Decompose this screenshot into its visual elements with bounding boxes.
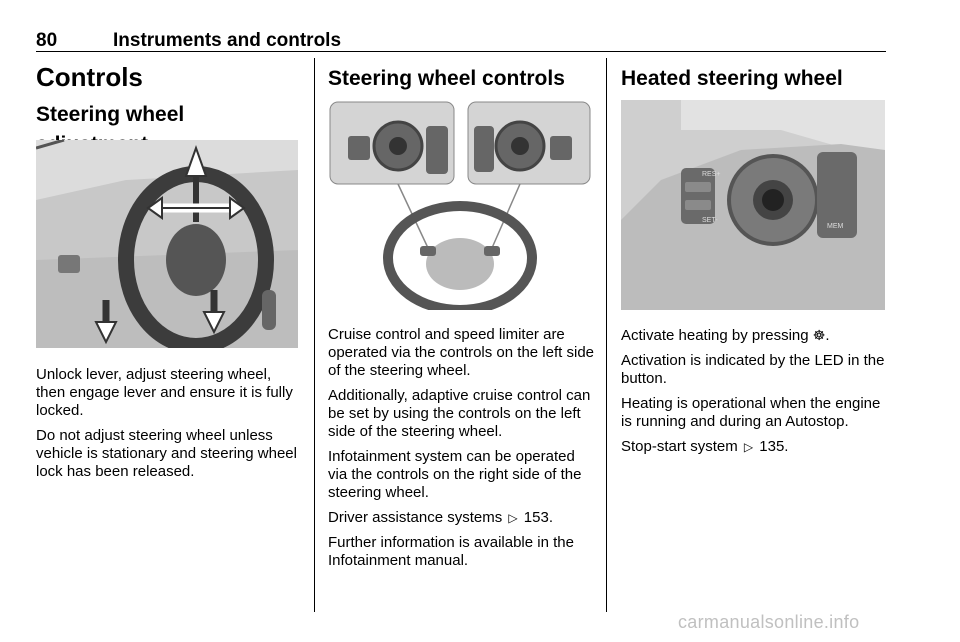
column-1-text: [36, 366, 300, 488]
mem-label: MEM: [827, 223, 844, 230]
column-divider-2: [606, 58, 607, 612]
column-2-text: [328, 326, 596, 577]
set-label: SET-: [702, 217, 718, 224]
header-rule: [36, 51, 886, 52]
page-header: [36, 30, 888, 52]
reference-page: 153.: [523, 509, 553, 526]
res-label: RES+: [702, 171, 721, 178]
column-divider-1: [314, 58, 315, 612]
paragraph: Heating is operational when the engine is running and during an Autostop.: [621, 395, 881, 430]
section-title: Steering wheel controls: [328, 67, 565, 90]
cross-reference[interactable]: [328, 509, 596, 527]
column-3-text: [621, 326, 887, 463]
column-heated-steering: [621, 60, 887, 94]
heated-steering-wheel-icon: ☸: [812, 327, 826, 343]
paragraph: Unlock lever, adjust steering wheel, then engage lever and ensure it is fully locked.: [36, 366, 293, 419]
paragraph: Activate heating by pressing ☸.: [621, 327, 830, 344]
page-reference-icon: ▷: [508, 511, 518, 525]
reference-text: Driver assistance systems: [328, 509, 503, 526]
section-title: Controls: [36, 62, 143, 92]
paragraph: Do not adjust steering wheel unless vehicle is stationary and steering wheel lock has been released.: [36, 427, 297, 480]
reference-text: Stop-start system: [621, 438, 738, 455]
page-number: 80: [36, 30, 58, 51]
section-title: Heated steering wheel: [621, 67, 843, 90]
cross-reference[interactable]: [621, 438, 887, 456]
steering-controls-figure: [328, 100, 592, 310]
paragraph: Cruise control and speed limiter are operated via the controls on the left side of the steering wheel.: [328, 326, 595, 379]
paragraph: Further information is available in the Infotainment manual.: [328, 534, 574, 569]
steering-adjustment-figure: [36, 140, 298, 348]
page-reference-icon: ▷: [743, 440, 754, 454]
paragraph: Infotainment system can be operated via the controls on the right side of the steering wheel.: [328, 448, 582, 501]
heated-steering-figure: [621, 100, 885, 310]
column-steering-controls: [328, 60, 592, 94]
watermark: carmanualsonline.info: [678, 612, 860, 632]
paragraph: Activation is indicated by the LED in the button.: [621, 352, 885, 387]
reference-page: 135.: [759, 438, 789, 455]
chapter-title: Instruments and controls: [113, 30, 342, 51]
paragraph: Additionally, adaptive cruise control can be set by using the controls on the left side of the steering wheel.: [328, 387, 591, 440]
subsection-title: Steering wheel: [36, 103, 185, 126]
